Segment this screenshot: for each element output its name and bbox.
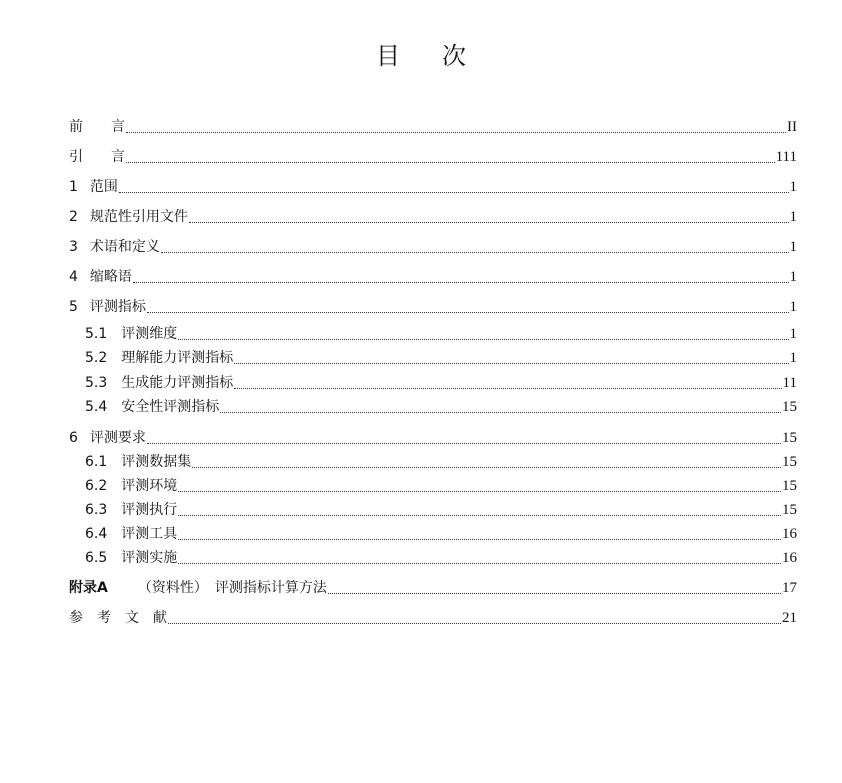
toc-entry[interactable] [69, 519, 797, 543]
toc-entry[interactable] [69, 343, 797, 367]
toc-entry-label: 评测工具 [121, 526, 178, 542]
toc-entry-label: 评测环境 [121, 478, 178, 494]
toc-entry-label: 范围 [89, 179, 118, 195]
toc-entry-number: 5.3 [85, 375, 108, 391]
toc-entry-page-number: 16 [782, 526, 797, 542]
toc-entry[interactable] [69, 367, 797, 392]
toc-entry[interactable] [69, 495, 797, 519]
toc-entry-page-number: 16 [782, 550, 797, 566]
toc-entry-number: 5.2 [85, 350, 108, 366]
toc-entry-number: 1 [69, 179, 78, 195]
toc-entry-label: 缩略语 [89, 269, 132, 285]
toc-entry-label: 规范性引用文件 [89, 209, 188, 225]
toc-entry-label: 评测实施 [121, 550, 178, 566]
toc-entry-page-number: 15 [782, 502, 797, 518]
toc-entry[interactable] [69, 316, 797, 343]
toc-entry-label: 评测维度 [121, 326, 178, 342]
dot-leader [126, 161, 775, 163]
toc-entry-number: 6.4 [85, 526, 108, 542]
dot-leader [178, 538, 781, 540]
dot-leader [147, 442, 781, 444]
toc-entry[interactable] [69, 136, 797, 166]
toc-entry-number: 4 [69, 269, 78, 285]
dot-leader [178, 514, 781, 516]
toc-entry[interactable] [69, 112, 797, 136]
toc-entry-number: 6 [69, 430, 78, 446]
toc-entry-label: 理解能力评测指标 [121, 350, 234, 366]
toc-entry-page-number: 15 [782, 454, 797, 470]
dot-leader [119, 191, 789, 193]
toc-entry[interactable] [69, 226, 797, 256]
toc-entry-number: 6.3 [85, 502, 108, 518]
dot-leader [161, 251, 789, 253]
toc-entry-page-number: 15 [782, 399, 797, 415]
toc-entry-label: （资料性） 评测指标计算方法 [137, 580, 327, 596]
toc-entry-page-number: 1 [789, 209, 797, 225]
title-char-2: 次 [442, 42, 466, 70]
toc-entry-number: 5.1 [85, 326, 108, 342]
toc-entry-number: 3 [69, 239, 78, 255]
toc-entry[interactable] [69, 543, 797, 567]
toc-entry-number: 5.4 [85, 399, 108, 415]
dot-leader [178, 490, 781, 492]
dot-leader [178, 562, 781, 564]
toc-entry-number: 5 [69, 299, 78, 315]
toc-entry[interactable] [69, 286, 797, 316]
toc-entry-label: 前 言 [69, 119, 125, 135]
toc-entry-number: 6.2 [85, 478, 108, 494]
toc-entry[interactable] [69, 416, 797, 447]
toc-entry-number: 附录A [69, 580, 108, 596]
toc-entry-label: 术语和定义 [89, 239, 160, 255]
toc-entry-label: 评测指标 [89, 299, 146, 315]
dot-leader [234, 362, 788, 364]
dot-leader [234, 387, 781, 389]
table-of-contents [69, 112, 797, 627]
toc-entry[interactable] [69, 256, 797, 286]
toc-entry-page-number: 1 [789, 326, 797, 342]
toc-entry[interactable] [69, 567, 797, 597]
toc-entry-page-number: 1 [789, 239, 797, 255]
toc-entry-page-number: 1 [789, 299, 797, 315]
dot-leader [147, 311, 789, 313]
dot-leader [126, 131, 786, 133]
toc-entry-number: 6.1 [85, 454, 108, 470]
toc-entry[interactable] [69, 166, 797, 196]
dot-leader [133, 281, 789, 283]
title-char-1: 目 [376, 42, 400, 70]
toc-entry[interactable] [69, 471, 797, 495]
dot-leader [328, 592, 781, 594]
toc-entry-page-number: II [787, 119, 797, 135]
toc-entry-label: 评测执行 [121, 502, 178, 518]
toc-entry[interactable] [69, 447, 797, 471]
toc-entry-page-number: 15 [782, 430, 797, 446]
toc-entry-page-number: 21 [782, 610, 797, 626]
toc-entry-page-number: 17 [782, 580, 797, 596]
dot-leader [220, 411, 781, 413]
dot-leader [178, 338, 788, 340]
toc-entry-page-number: 1 [789, 269, 797, 285]
toc-entry-label: 生成能力评测指标 [121, 375, 234, 391]
toc-entry-label: 安全性评测指标 [121, 399, 220, 415]
toc-entry-page-number: 111 [775, 149, 797, 165]
toc-entry[interactable] [69, 392, 797, 416]
dot-leader [189, 221, 789, 223]
toc-entry-page-number: 1 [789, 179, 797, 195]
page-title [0, 36, 842, 71]
dot-leader [192, 466, 781, 468]
toc-entry-page-number: 11 [782, 375, 797, 391]
toc-entry-label: 评测要求 [89, 430, 146, 446]
toc-entry-number: 2 [69, 209, 78, 225]
toc-entry[interactable] [69, 597, 797, 627]
toc-entry-label: 引 言 [69, 149, 125, 165]
toc-entry-page-number: 1 [789, 350, 797, 366]
toc-entry-page-number: 15 [782, 478, 797, 494]
dot-leader [168, 622, 781, 624]
toc-entry-number: 6.5 [85, 550, 108, 566]
toc-entry-label: 参 考 文 献 [69, 610, 167, 626]
toc-entry-label: 评测数据集 [121, 454, 192, 470]
toc-entry[interactable] [69, 196, 797, 226]
